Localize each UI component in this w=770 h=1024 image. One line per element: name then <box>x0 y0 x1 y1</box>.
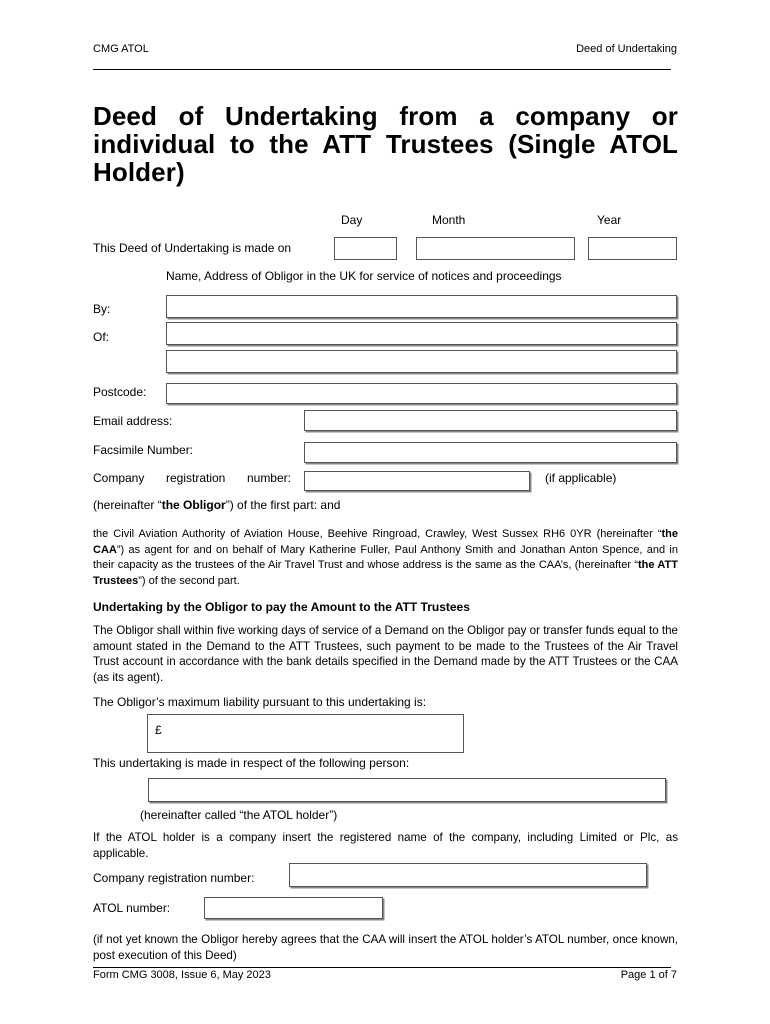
header-right: Deed of Undertaking <box>576 43 677 55</box>
liability-label: The Obligor’s maximum liability pursuant to this undertaking is: <box>93 695 427 709</box>
atol-number-label: ATOL number: <box>93 901 171 915</box>
obligor-name-field[interactable] <box>166 295 677 318</box>
postcode-field[interactable] <box>166 383 677 404</box>
year-field[interactable] <box>588 237 677 260</box>
obligor-hereinafter: (hereinafter “the Obligor”) of the first part: and <box>93 498 341 512</box>
email-field[interactable] <box>304 410 677 431</box>
obligor-address-field-2[interactable] <box>166 350 677 373</box>
document-title: Deed of Undertaking from a company or individual to the ATT Trustees (Single ATOL Holder) <box>93 101 678 187</box>
atol-holder-caption: (hereinafter called “the ATOL holder”) <box>140 808 338 822</box>
respect-label: This undertaking is made in respect of the following person: <box>93 756 410 770</box>
undertaking-heading: Undertaking by the Obligor to pay the Amount to the ATT Trustees <box>93 600 470 614</box>
postcode-label: Postcode: <box>93 385 147 399</box>
atol-holder-field[interactable] <box>148 778 666 802</box>
day-label: Day <box>341 213 363 227</box>
currency-symbol: £ <box>155 723 162 737</box>
footer-right: Page 1 of 7 <box>620 969 677 981</box>
if-applicable-note: (if applicable) <box>545 471 617 485</box>
undertaking-body: The Obligor shall within five working days of service of a Demand on the Obligor pay or transfer funds equal to the amount stated in the Demand to the ATT Trustees, such payment to be made to the Trustees of the Air Travel Trust account in accordance with the bank details specified in the Demand made by the ATT Trustees or the CAA (as its agent). <box>93 624 678 684</box>
liability-amount-field[interactable] <box>147 714 464 753</box>
footer-left: Form CMG 3008, Issue 6, May 2023 <box>93 969 271 981</box>
of-label: Of: <box>93 330 110 344</box>
year-label: Year <box>597 213 622 227</box>
by-label: By: <box>93 302 111 316</box>
fax-field[interactable] <box>304 442 677 463</box>
footer-rule <box>93 967 671 968</box>
company-reg-field[interactable] <box>289 863 647 887</box>
caa-paragraph: the Civil Aviation Authority of Aviation House, Beehive Ringroad, Crawley, West Sussex RH6 0YR (hereinafter “the CAA”) as agent for and on behalf of Mary Katherine Fuller, Paul Anthony Smith and Jonathan Anton Spence, and in their capacity as the trustees of the Air Travel Trust and whose address is the same as the CAA’s, (hereinafter “the ATT Trustees”) of the second part. <box>93 528 678 587</box>
obligor-caption: Name, Address of Obligor in the UK for service of notices and proceedings <box>166 269 562 283</box>
obligor-address-field-1[interactable] <box>166 322 677 345</box>
atol-note: (if not yet known the Obligor hereby agrees that the CAA will insert the ATOL holder’s ATOL number, once known, post execution of this Deed) <box>93 933 678 962</box>
month-field[interactable] <box>416 237 575 260</box>
obligor-company-reg-label: Company registration number: <box>93 471 291 485</box>
header-rule <box>93 69 671 70</box>
company-note: If the ATOL holder is a company insert the registered name of the company, including Limited or Plc, as applicable. <box>93 831 678 860</box>
obligor-company-reg-field[interactable] <box>304 471 530 491</box>
atol-number-field[interactable] <box>204 897 383 919</box>
day-field[interactable] <box>334 237 397 260</box>
made-on-label: This Deed of Undertaking is made on <box>93 241 292 255</box>
fax-label: Facsimile Number: <box>93 443 194 457</box>
month-label: Month <box>432 213 466 227</box>
email-label: Email address: <box>93 414 173 428</box>
header-left: CMG ATOL <box>93 43 149 55</box>
company-reg-label: Company registration number: <box>93 871 255 885</box>
